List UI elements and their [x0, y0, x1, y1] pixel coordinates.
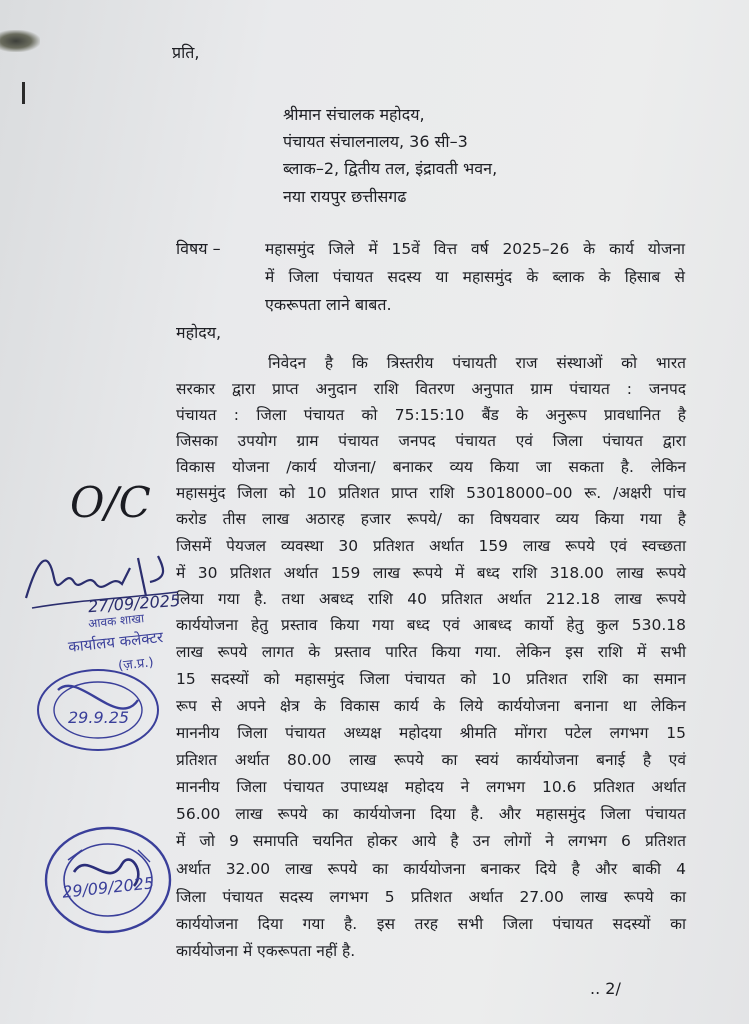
signature-date: 27/09/2025 — [87, 590, 181, 617]
body-line: कार्ययोजना हेतु प्रस्ताव किया गया बध्द एवं आबध्द कार्यो हेतु कुल 530.18 — [176, 616, 686, 634]
body-line: में जो 9 समापति चयनित होकर आये है उन लोगों ने लगभग 6 प्रतिशत — [176, 832, 686, 850]
body-line: जिला पंचायत सदस्य लगभग 5 प्रतिशत अर्थात 27.00 लाख रूपये का — [176, 888, 686, 906]
body-line: कार्ययोजना दिया गया है. इस तरह सभी जिला पंचायत सदस्यों का — [176, 915, 686, 933]
body-line: करोड तीस लाख अठारह हजार रूपये/ का विषयवार व्यय किया गया है — [176, 510, 686, 528]
stamp-inward-line-2: कार्यालय कलेक्टर — [67, 628, 164, 656]
handwritten-oc-note: O/C — [70, 478, 151, 527]
stamp-inward-line-3: (ज़.प्र.) — [117, 655, 155, 674]
body-line: माननीय जिला पंचायत उपाध्यक्ष महोदय ने लगभग 10.6 प्रतिशत अर्थात — [176, 778, 686, 796]
page-continuation: .. 2/ — [590, 979, 621, 998]
body-line: लिया गया है. तथा अबध्द राशि 40 प्रतिशत अर्थात 212.18 लाख रूपये — [176, 590, 686, 608]
salutation: महोदय, — [176, 323, 222, 342]
stamp-inward-line-1: आवक शाखा — [87, 611, 145, 631]
body-line: माननीय जिला पंचायत अध्यक्ष महोदया श्रीमति मोंगरा पटेल लगभग 15 — [176, 724, 687, 742]
to-label: प्रति, — [172, 43, 200, 62]
margin-stroke — [22, 82, 25, 104]
body-line: निवेदन है कि त्रिस्तरीय पंचायती राज संस्थाओं को भारत — [268, 354, 686, 372]
body-line: अर्थात 32.00 लाख रूपये का कार्ययोजना बनाकर दिये है और बाकी 4 — [176, 860, 686, 878]
round-stamp-date: 29.9.25 — [68, 708, 130, 727]
body-line: 56.00 लाख रूपये का कार्ययोजना दिया है. और महासमुंद जिला पंचायत — [176, 805, 686, 823]
subject-line-2: में जिला पंचायत सदस्य या महासमुंद के ब्लाक के हिसाब से — [265, 268, 685, 286]
address-line-4: नया रायपुर छत्तीसगढ — [283, 187, 407, 206]
body-line: में 30 प्रतिशत अर्थात 159 लाख रूपये में बध्द राशि 318.00 लाख रूपये — [176, 564, 686, 582]
body-line: सरकार द्वारा प्राप्त अनुदान राशि वितरण अनुपात ग्राम पंचायत : जनपद — [176, 380, 686, 398]
body-line: 15 सदस्यों को महासमुंद जिला पंचायत को 10 प्रतिशत राशि का समान — [176, 670, 686, 688]
subject-line-3: एकरूपता लाने बाबत. — [265, 295, 392, 314]
subject-line-1: महासमुंद जिले में 15वें वित्त वर्ष 2025–26 के कार्य योजना — [265, 240, 685, 258]
seal-stamp-date: 29/09/2025 — [61, 873, 155, 902]
body-line: जिसमें पेयजल व्यवस्था 30 प्रतिशत अर्थात 159 लाख रूपये एवं स्वच्छता — [176, 537, 686, 555]
body-line: लाख रूपये लागत के प्रस्ताव पारित किया गया. लेकिन इस राशि में सभी — [176, 643, 686, 661]
ink-smudge — [0, 30, 40, 52]
body-line: विकास योजना /कार्य योजना/ बनाकर व्यय किया जा सकता है. लेकिन — [176, 458, 686, 476]
body-line: प्रतिशत अर्थात 80.00 लाख रूपये का स्वयं कार्ययोजना बनाई है एवं — [176, 751, 686, 769]
address-line-3: ब्लाक–2, द्वितीय तल, इंद्रावती भवन, — [283, 159, 498, 178]
subject-label: विषय – — [176, 239, 221, 258]
body-line: रूप से अपने क्षेत्र के विकास कार्य के लिये कार्ययोजना बनाना था लेकिन — [176, 697, 686, 715]
body-line: कार्ययोजना में एकरूपता नहीं है. — [176, 942, 356, 960]
address-line-1: श्रीमान संचालक महोदय, — [283, 105, 425, 124]
body-line: पंचायत : जिला पंचायत को 75:15:10 बैंड के अनुरूप प्रावधानित है — [176, 406, 686, 424]
body-line: जिसका उपयोग ग्राम पंचायत जनपद पंचायत एवं जिला पंचायत द्वारा — [176, 432, 686, 450]
address-line-2: पंचायत संचालनालय, 36 सी–3 — [283, 132, 468, 151]
body-line: महासमुंद जिला को 10 प्रतिशत प्राप्त राशि 53018000–00 रू. /अक्षरी पांच — [176, 484, 686, 502]
